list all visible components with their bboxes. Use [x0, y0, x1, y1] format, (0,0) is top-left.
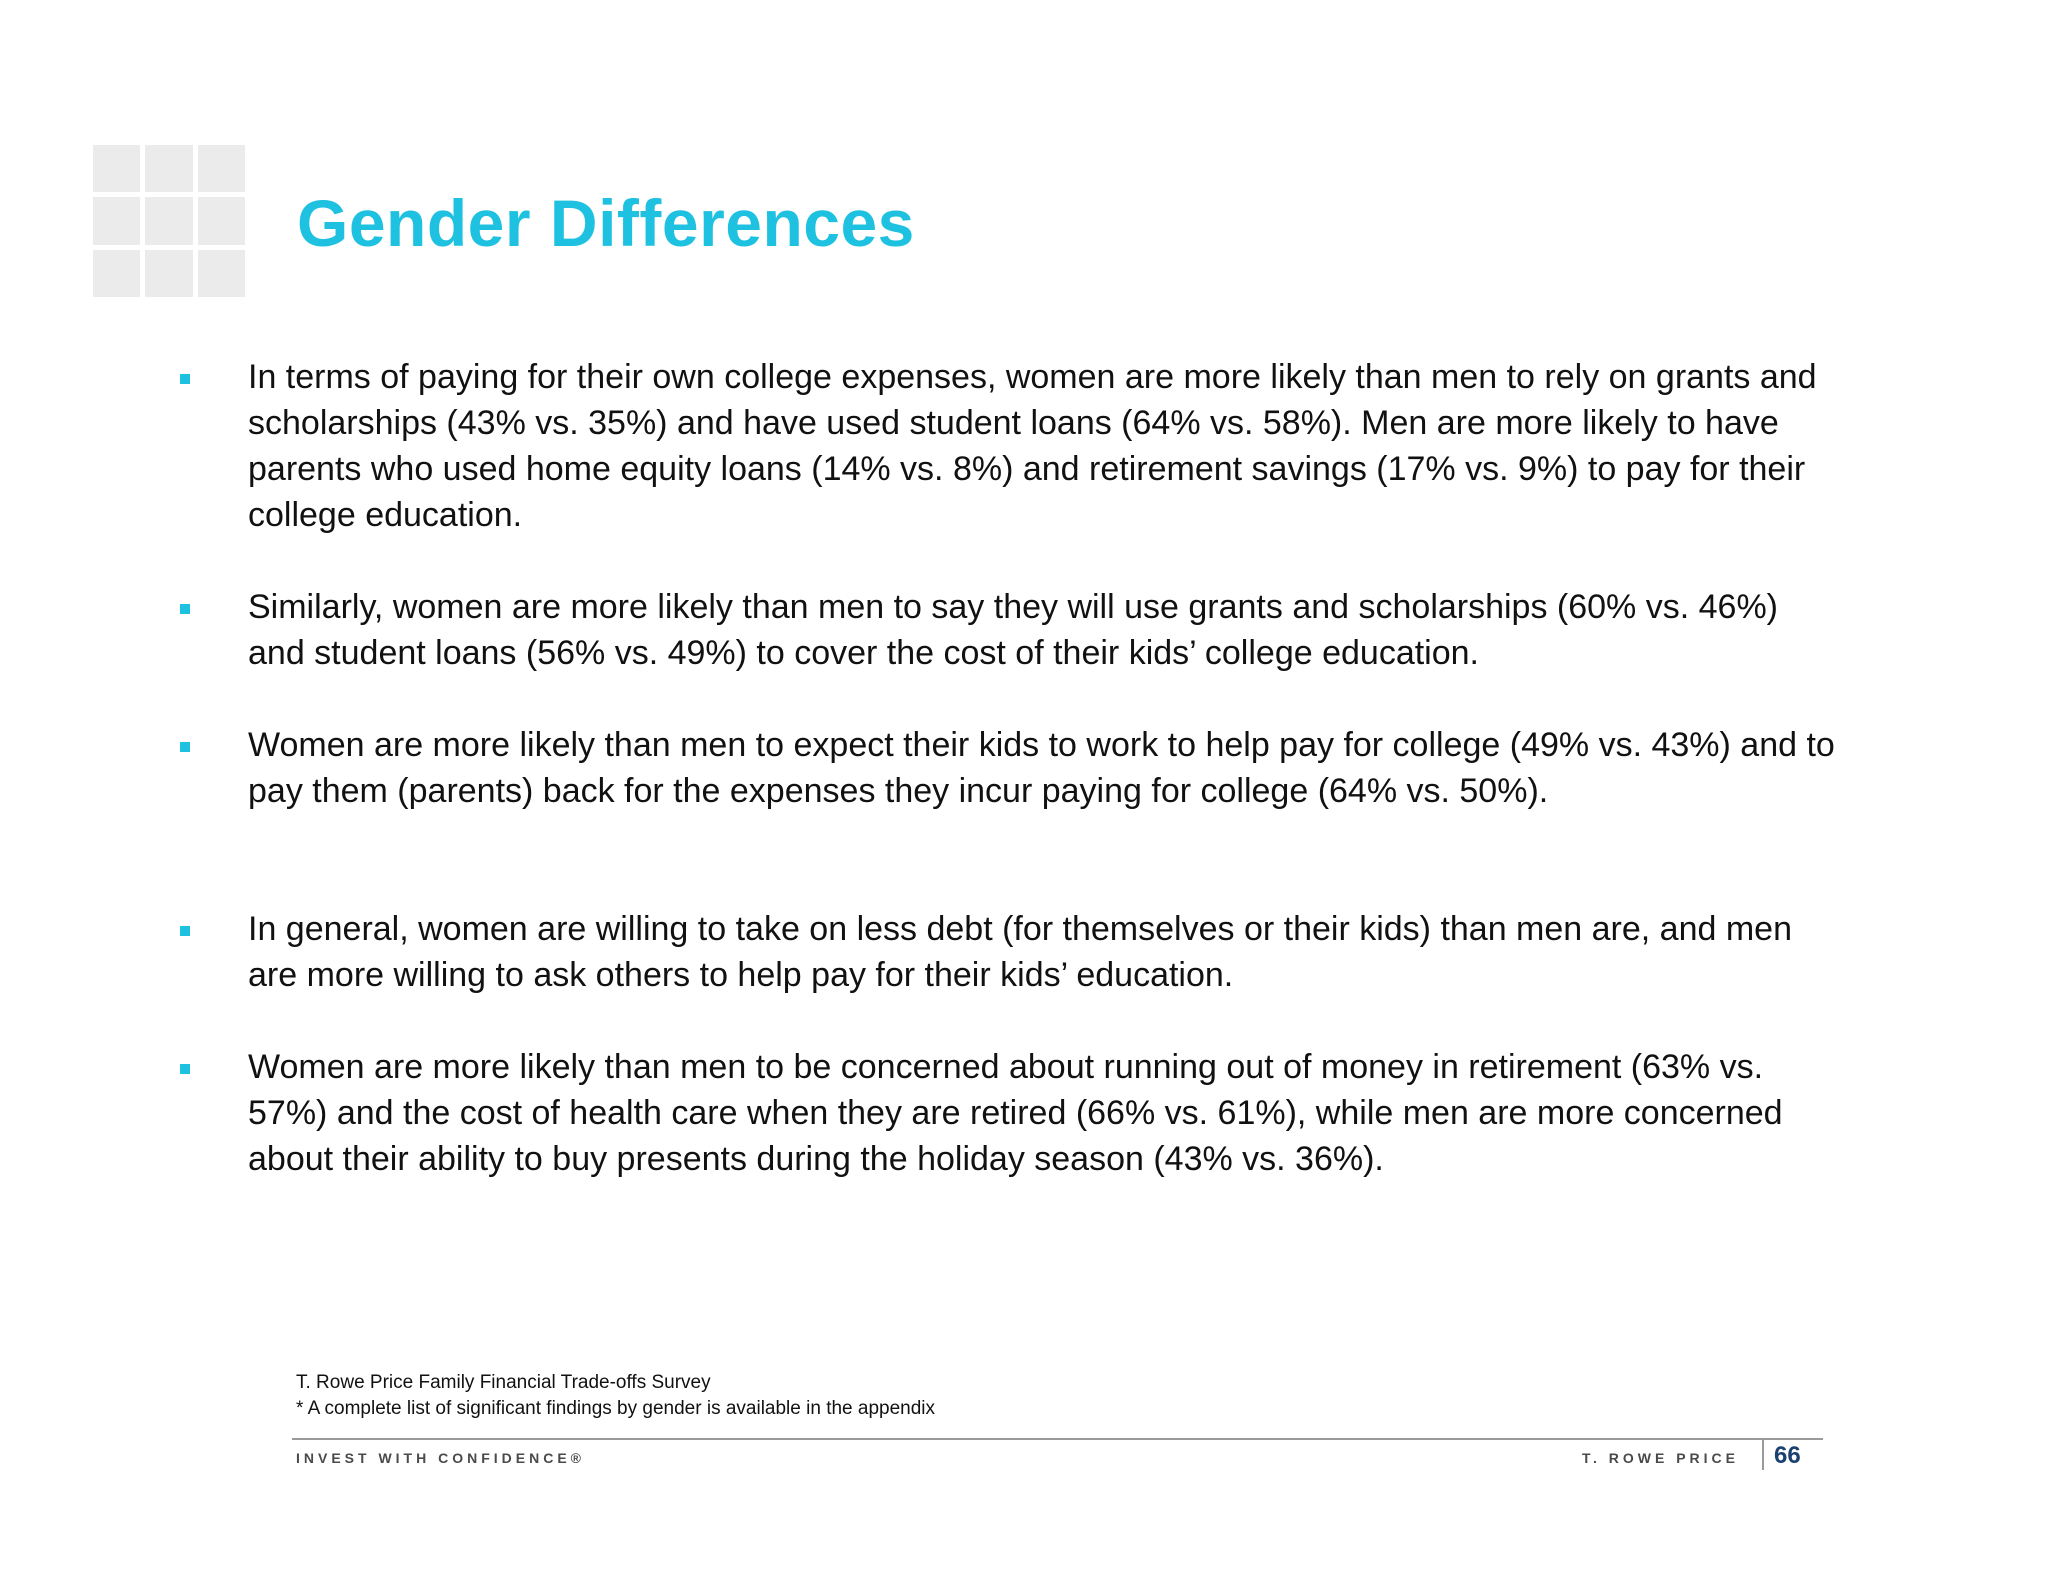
bullet-text: Women are more likely than men to be concerned about running out of money in retirement (63% vs. 57%) and the cost of health care when they are retired (66% vs. 61%), while men are more concerned about their ability to buy presents during the holiday season (43% vs. 36%). [248, 1048, 1783, 1178]
brand-name: T. ROWE PRICE [1582, 1450, 1740, 1466]
bullet-text: Similarly, women are more likely than men to say they will use grants and scholarships (60% vs. 46%) and student loans (56% vs. 49%) to cover the cost of their kids’ college education. [248, 588, 1778, 672]
bullet-text: Women are more likely than men to expect their kids to work to help pay for college (49% vs. 43%) and to pay them (parents) back for the expenses they incur paying for college (64% vs. 50%). [248, 726, 1835, 810]
square-bullet-icon [180, 604, 190, 614]
source-note: T. Rowe Price Family Financial Trade-offs Survey [296, 1372, 711, 1393]
page-number-divider [1762, 1440, 1764, 1470]
square-bullet-icon [180, 1064, 190, 1074]
footnote: * A complete list of significant findings by gender is available in the appendix [296, 1398, 936, 1419]
page-title: Gender Differences [297, 186, 915, 260]
page-number: 66 [1774, 1442, 1801, 1469]
bullet-text: In general, women are willing to take on less debt (for themselves or their kids) than men are, and men are more willing to ask others to help pay for their kids’ education. [248, 910, 1792, 994]
footer-tagline: INVEST WITH CONFIDENCE® [296, 1450, 585, 1466]
bullet-text: In terms of paying for their own college expenses, women are more likely than men to rely on grants and scholarships (43% vs. 35%) and have used student loans (64% vs. 58%). Men are more likely to have parents who used home equity loans (14% vs. 8%) and retirement savings (17% vs. 9%) to pay for their college education. [248, 358, 1817, 534]
square-bullet-icon [180, 742, 190, 752]
footer-divider [292, 1438, 1823, 1440]
square-bullet-icon [180, 926, 190, 936]
square-bullet-icon [180, 374, 190, 384]
